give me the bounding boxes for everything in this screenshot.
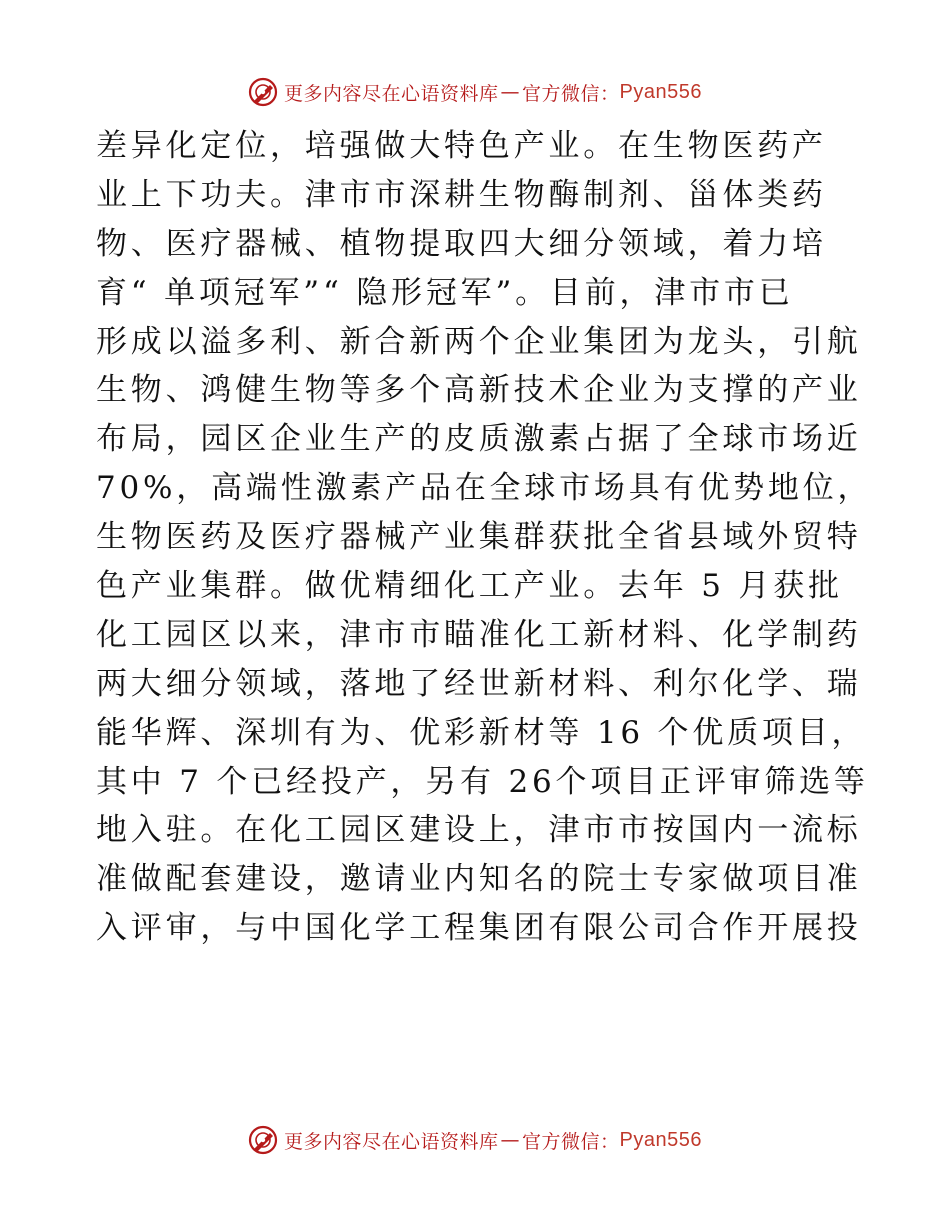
body-line: 物、医疗器械、植物提取四大细分领域，着力培 xyxy=(96,225,827,262)
header-wechat-id: Pyan556 xyxy=(619,80,702,103)
body-line: 准做配套建设，邀请业内知名的院士专家做项目准 xyxy=(96,861,862,898)
body-line: 两大细分领域，落地了经世新材料、利尔化学、瑞 xyxy=(96,665,862,702)
body-line: 生物医药及医疗器械产业集群获批全省县域外贸特 xyxy=(96,519,862,556)
body-line: 育“ 单项冠军”“ 隐形冠军”。目前，津市市已 xyxy=(96,274,794,311)
header-watermark-banner xyxy=(0,72,950,112)
body-line: 入评审，与中国化学工程集团有限公司合作开展投 xyxy=(96,910,862,947)
footer-banner-separator: — xyxy=(500,1129,521,1151)
document-body xyxy=(96,122,873,953)
brand-logo-icon xyxy=(248,1125,278,1155)
footer-wechat-label: 官方微信： xyxy=(522,1130,620,1153)
body-line: 化工园区以来，津市市瞄准化工新材料、化学制药 xyxy=(96,616,862,653)
body-line: 业上下功夫。津市市深耕生物酶制剂、甾体类药 xyxy=(96,176,827,213)
body-line: 能华辉、深圳有为、优彩新材等 16 个优质项目， xyxy=(96,714,867,751)
body-line: 生物、鸿健生物等多个高新技术企业为支撑的产业 xyxy=(96,372,862,409)
footer-banner-text: 更多内容尽在心语资料库 xyxy=(284,1130,499,1153)
footer-wechat-id: Pyan556 xyxy=(619,1128,702,1151)
body-line: 其中 7 个已经投产，另有 26个项目正评审筛选等 xyxy=(96,763,869,800)
footer-watermark-banner xyxy=(0,1120,950,1160)
body-line: 地入驻。在化工园区建设上，津市市按国内一流标 xyxy=(96,812,862,849)
header-banner-separator: — xyxy=(500,81,521,103)
body-line: 布局，园区企业生产的皮质激素占据了全球市场近 xyxy=(96,421,862,458)
body-line: 差异化定位，培强做大特色产业。在生物医药产 xyxy=(96,128,827,164)
body-line: 70%，高端性激素产品在全球市场具有优势地位， xyxy=(96,470,873,507)
brand-logo-icon xyxy=(248,77,278,107)
body-line: 形成以溢多利、新合新两个企业集团为龙头，引航 xyxy=(96,323,862,360)
body-line: 色产业集群。做优精细化工产业。去年 5 月获批 xyxy=(96,568,843,605)
header-wechat-label: 官方微信： xyxy=(522,82,620,105)
header-banner-text: 更多内容尽在心语资料库 xyxy=(284,82,499,105)
